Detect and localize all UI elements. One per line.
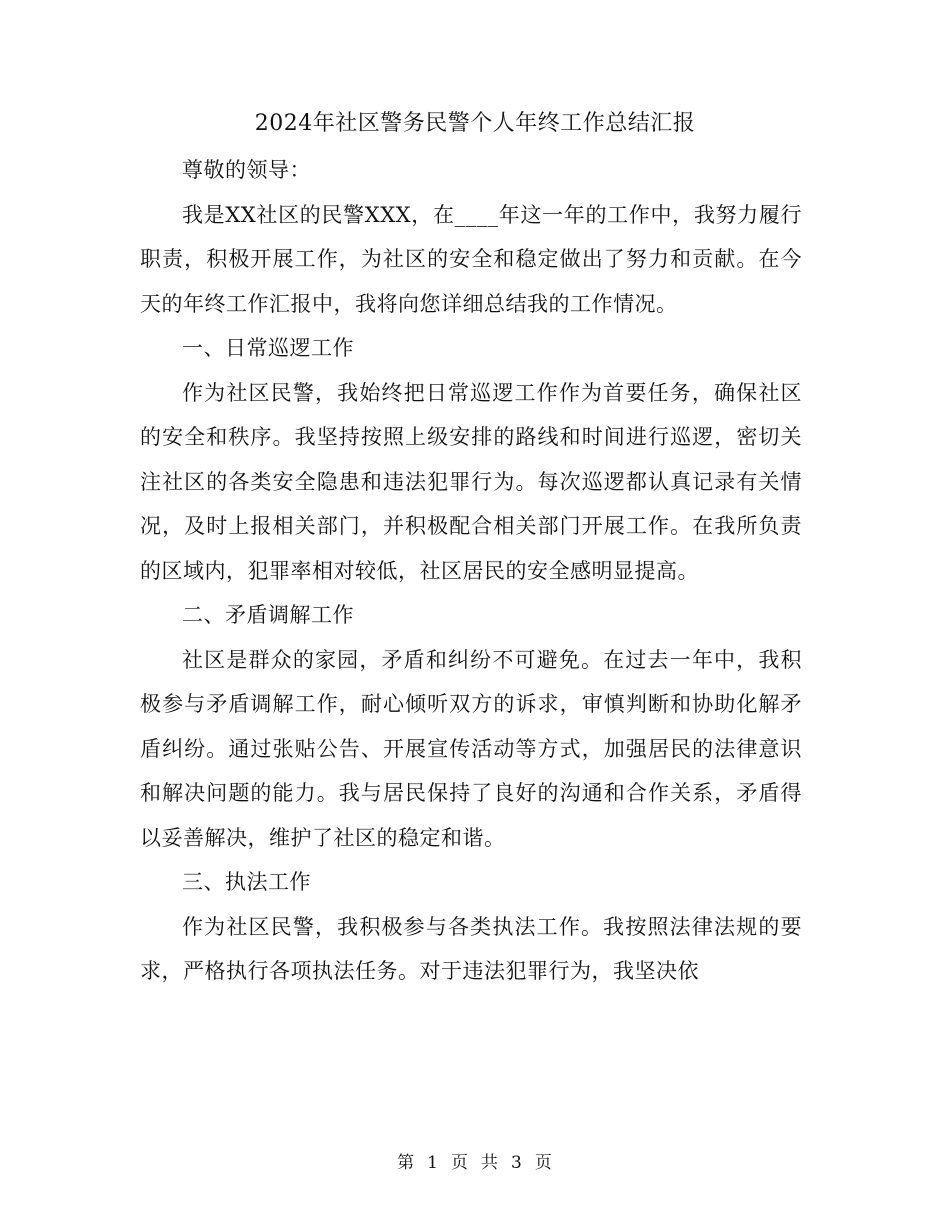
mediation-paragraph: 社区是群众的家园，矛盾和纠纷不可避免。在过去一年中，我积极参与矛盾调解工作，耐心倾听双方的诉求，审慎判断和协助化解矛盾纠纷。通过张贴公告、开展宣传活动等方式，加强居民的法律意识和解决问题的能力。我与居民保持了良好的沟通和合作关系，矛盾得以妥善解决，维护了社区的稳定和谐。: [140, 647, 802, 850]
document-body: [140, 148, 802, 994]
footer-suffix: 页: [534, 1153, 553, 1173]
total-pages-number: 3: [511, 1153, 523, 1173]
section-heading-mediation: 二、矛盾调解工作: [182, 603, 354, 627]
footer-page-label: 页: [451, 1153, 469, 1173]
section-heading-enforcement: 三、执法工作: [182, 870, 311, 894]
current-page-number: 1: [427, 1153, 439, 1173]
document-title: 2024年社区警务民警个人年终工作总结汇报: [254, 111, 696, 136]
page-footer: [0, 1148, 950, 1173]
footer-prefix: 第: [397, 1153, 416, 1173]
patrol-paragraph: 作为社区民警，我始终把日常巡逻工作作为首要任务，确保社区的安全和秩序。我坚持按照上级安排的路线和时间进行巡逻，密切关注社区的各类安全隐患和违法犯罪行为。每次巡逻都认真记录有关情况，及时上报相关部门，并积极配合相关部门开展工作。在我所负责的区域内，犯罪率相对较低，社区居民的安全感明显提高。: [140, 380, 802, 583]
intro-paragraph: 我是XX社区的民警XXX，在____年这一年的工作中，我努力履行职责，积极开展工作，为社区的安全和稳定做出了努力和贡献。在今天的年终工作汇报中，我将向您详细总结我的工作情况。: [140, 202, 802, 316]
footer-total-label: 共: [481, 1153, 499, 1173]
section-heading-patrol: 一、日常巡逻工作: [182, 336, 354, 360]
salutation: 尊敬的领导：: [182, 158, 311, 182]
enforcement-paragraph: 作为社区民警，我积极参与各类执法工作。我按照法律法规的要求，严格执行各项执法任务。对于违法犯罪行为，我坚决依: [140, 914, 802, 983]
